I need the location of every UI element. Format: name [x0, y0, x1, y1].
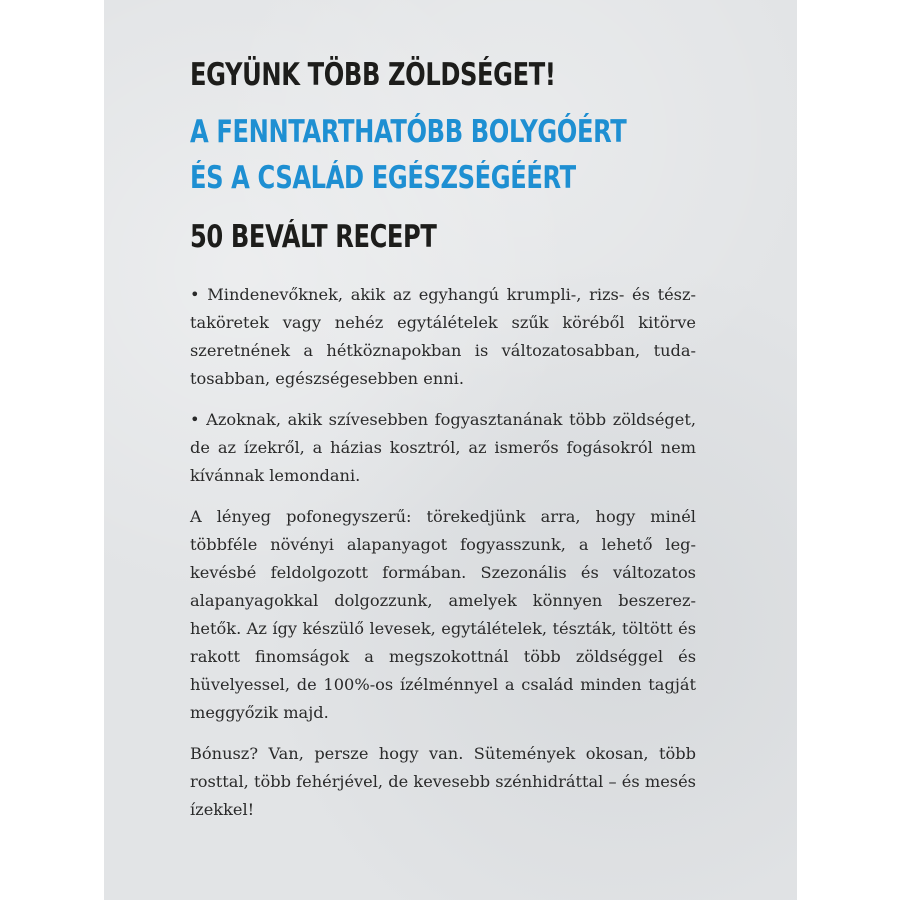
subheading-line-1: A FENNTARTHATÓBB BOLYGÓÉRT [190, 114, 627, 150]
recipe-count-title: 50 BEVÁLT RECEPT [190, 219, 437, 255]
book-back-cover [104, 0, 797, 900]
main-heading: EGYÜNK TÖBB ZÖLDSÉGET! [190, 57, 556, 93]
cover-content [190, 44, 696, 837]
paragraph-omnivores: • Mindenevőknek, akik az egyhangú krumpli-, rizs- és tésztaköretek vagy nehéz egytálételek szűk köréből kitörve szeretnének a hétköznapokban is változatosabban, tudatosabban, egészségesebben enni. [190, 285, 696, 388]
paragraph-vegetable-lovers: • Azoknak, akik szívesebben fogyasztanának több zöldséget, de az ízekről, a házias kosztról, az ismerős fogásokról nem kívánnak lemondani. [190, 410, 696, 485]
description-text [190, 281, 696, 824]
subheading-line-2: ÉS A CSALÁD EGÉSZSÉGÉÉRT [190, 160, 576, 196]
paragraph-essence: A lényeg pofonegyszerű: törekedjünk arra, hogy minél többféle növényi alapanyagot fogyasszunk, a lehető legkevésbé feldolgozott formában. Szezonális és változatos alapanyagokkal dolgozzunk, amelyek könnyen beszerezhetők. Az így készülő levesek, egytálételek, tészták, töltött és rakott finomságok a megszokottnál több zöldséggel és hüvelyessel, de 100%-os ízélménnyel a család minden tagját meggyőzik majd. [190, 507, 696, 722]
subheading [190, 109, 696, 201]
paragraph-bonus: Bónusz? Van, persze hogy van. Sütemények okosan, több rosttal, több fehérjével, de kevesebb szénhidráttal – és mesés ízekkel! [190, 744, 696, 819]
